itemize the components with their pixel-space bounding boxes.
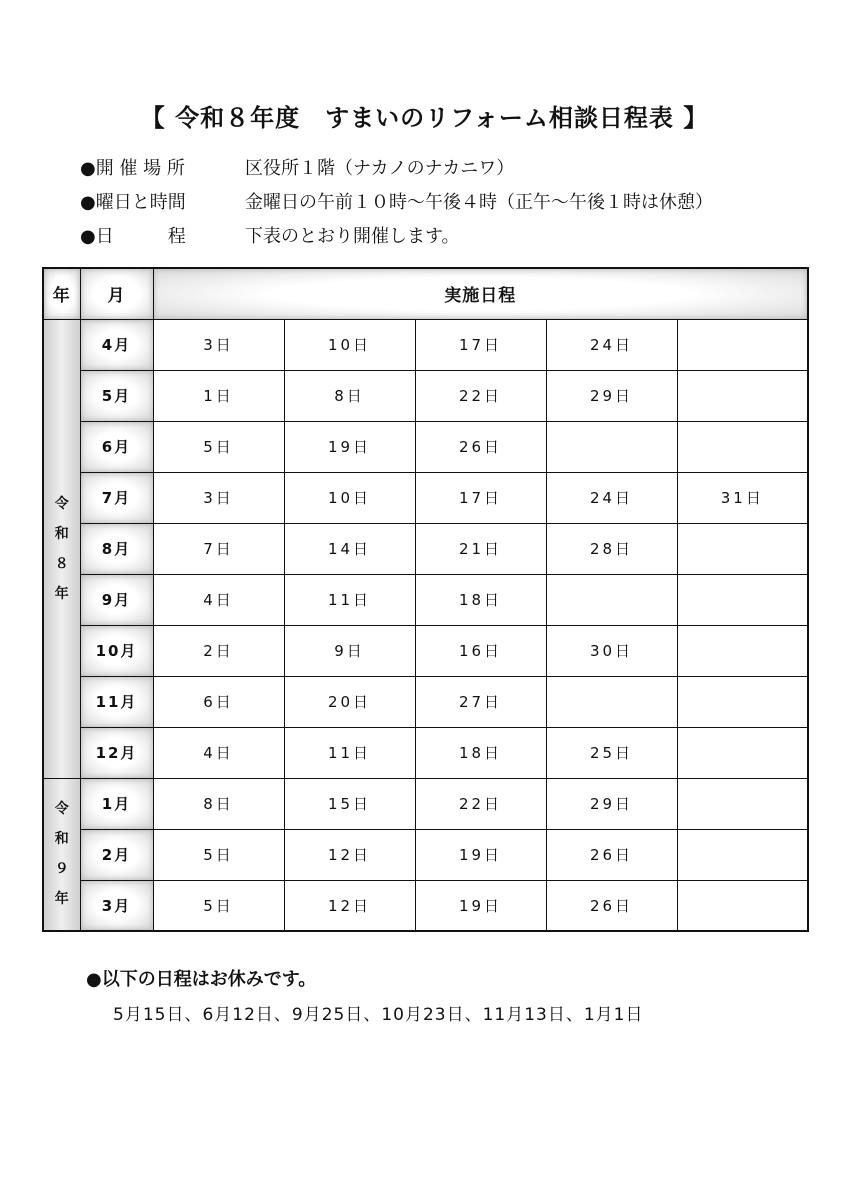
date-cell xyxy=(677,880,808,931)
date-cell: 8日 xyxy=(284,370,415,421)
month-cell: 4月 xyxy=(80,319,153,370)
date-cell: 10日 xyxy=(284,472,415,523)
date-cell: 17日 xyxy=(415,319,546,370)
table-row xyxy=(43,523,808,574)
date-cell: 12日 xyxy=(284,880,415,931)
date-cell: 6日 xyxy=(153,676,284,727)
date-cell xyxy=(677,523,808,574)
header-month: 月 xyxy=(80,268,153,319)
month-cell: 9月 xyxy=(80,574,153,625)
date-cell: 24日 xyxy=(546,319,677,370)
date-cell: 18日 xyxy=(415,574,546,625)
date-cell: 11日 xyxy=(284,727,415,778)
date-cell: 14日 xyxy=(284,523,415,574)
date-cell: 19日 xyxy=(415,880,546,931)
header-year: 年 xyxy=(43,268,80,319)
date-cell: 20日 xyxy=(284,676,415,727)
date-cell: 12日 xyxy=(284,829,415,880)
date-cell: 5日 xyxy=(153,880,284,931)
date-cell: 26日 xyxy=(546,829,677,880)
date-cell xyxy=(546,574,677,625)
month-cell: 1月 xyxy=(80,778,153,829)
info-value: 下表のとおり開催します。 xyxy=(245,226,460,247)
info-time xyxy=(80,186,713,220)
table-row xyxy=(43,319,808,370)
date-cell: 26日 xyxy=(546,880,677,931)
date-cell: 8日 xyxy=(153,778,284,829)
date-cell xyxy=(677,319,808,370)
date-cell: 28日 xyxy=(546,523,677,574)
date-cell xyxy=(677,574,808,625)
holiday-title: ●以下の日程はお休みです。 xyxy=(86,969,317,990)
date-cell: 9日 xyxy=(284,625,415,676)
date-cell: 27日 xyxy=(415,676,546,727)
date-cell: 19日 xyxy=(415,829,546,880)
date-cell: 16日 xyxy=(415,625,546,676)
date-cell: 25日 xyxy=(546,727,677,778)
holiday-list: 5月15日、6月12日、9月25日、10月23日、11月13日、1月1日 xyxy=(113,1005,644,1025)
month-cell: 2月 xyxy=(80,829,153,880)
month-cell: 11月 xyxy=(80,676,153,727)
page-title: 【 令和８年度 すまいのリフォーム相談日程表 】 xyxy=(140,104,709,132)
info-value: 金曜日の午前１０時～午後４時（正午～午後１時は休憩） xyxy=(245,192,713,213)
info-label: ●曜日と時間 xyxy=(80,192,186,213)
date-cell: 21日 xyxy=(415,523,546,574)
date-cell: 22日 xyxy=(415,778,546,829)
date-cell: 17日 xyxy=(415,472,546,523)
table-row xyxy=(43,880,808,931)
date-cell: 30日 xyxy=(546,625,677,676)
year-label: 令和８年 xyxy=(54,495,69,602)
date-cell: 5日 xyxy=(153,829,284,880)
date-cell: 3日 xyxy=(153,319,284,370)
year-label: 令和９年 xyxy=(54,801,69,908)
month-cell: 8月 xyxy=(80,523,153,574)
date-cell xyxy=(677,727,808,778)
date-cell xyxy=(546,676,677,727)
table-row xyxy=(43,421,808,472)
date-cell: 15日 xyxy=(284,778,415,829)
date-cell: 29日 xyxy=(546,778,677,829)
info-schedule xyxy=(80,220,713,254)
header-row xyxy=(43,268,808,319)
info-label: ●日 程 xyxy=(80,226,186,247)
month-cell: 3月 xyxy=(80,880,153,931)
year-cell xyxy=(43,319,80,778)
date-cell: 31日 xyxy=(677,472,808,523)
date-cell: 11日 xyxy=(284,574,415,625)
table-row xyxy=(43,472,808,523)
table-row xyxy=(43,574,808,625)
date-cell: 3日 xyxy=(153,472,284,523)
header-dates: 実施日程 xyxy=(153,268,808,319)
date-cell: 2日 xyxy=(153,625,284,676)
date-cell xyxy=(677,370,808,421)
date-cell: 5日 xyxy=(153,421,284,472)
table-row xyxy=(43,625,808,676)
date-cell: 22日 xyxy=(415,370,546,421)
table-row xyxy=(43,778,808,829)
date-cell: 19日 xyxy=(284,421,415,472)
holiday-notice xyxy=(86,965,316,991)
event-info xyxy=(80,152,713,254)
year-cell xyxy=(43,778,80,931)
month-cell: 5月 xyxy=(80,370,153,421)
date-cell: 18日 xyxy=(415,727,546,778)
date-cell xyxy=(677,676,808,727)
info-venue xyxy=(80,152,713,186)
date-cell: 4日 xyxy=(153,574,284,625)
table-row xyxy=(43,829,808,880)
date-cell xyxy=(677,421,808,472)
date-cell: 24日 xyxy=(546,472,677,523)
date-cell xyxy=(677,778,808,829)
date-cell: 26日 xyxy=(415,421,546,472)
month-cell: 6月 xyxy=(80,421,153,472)
date-cell: 7日 xyxy=(153,523,284,574)
date-cell xyxy=(546,421,677,472)
date-cell: 1日 xyxy=(153,370,284,421)
date-cell xyxy=(677,625,808,676)
table-row xyxy=(43,727,808,778)
date-cell xyxy=(677,829,808,880)
table-row xyxy=(43,370,808,421)
month-cell: 10月 xyxy=(80,625,153,676)
date-cell: 4日 xyxy=(153,727,284,778)
date-cell: 10日 xyxy=(284,319,415,370)
info-value: 区役所１階（ナカノのナカニワ） xyxy=(245,158,515,179)
schedule-table xyxy=(42,267,809,932)
date-cell: 29日 xyxy=(546,370,677,421)
month-cell: 12月 xyxy=(80,727,153,778)
month-cell: 7月 xyxy=(80,472,153,523)
table-row xyxy=(43,676,808,727)
info-label: ●開 催 場 所 xyxy=(80,158,185,179)
